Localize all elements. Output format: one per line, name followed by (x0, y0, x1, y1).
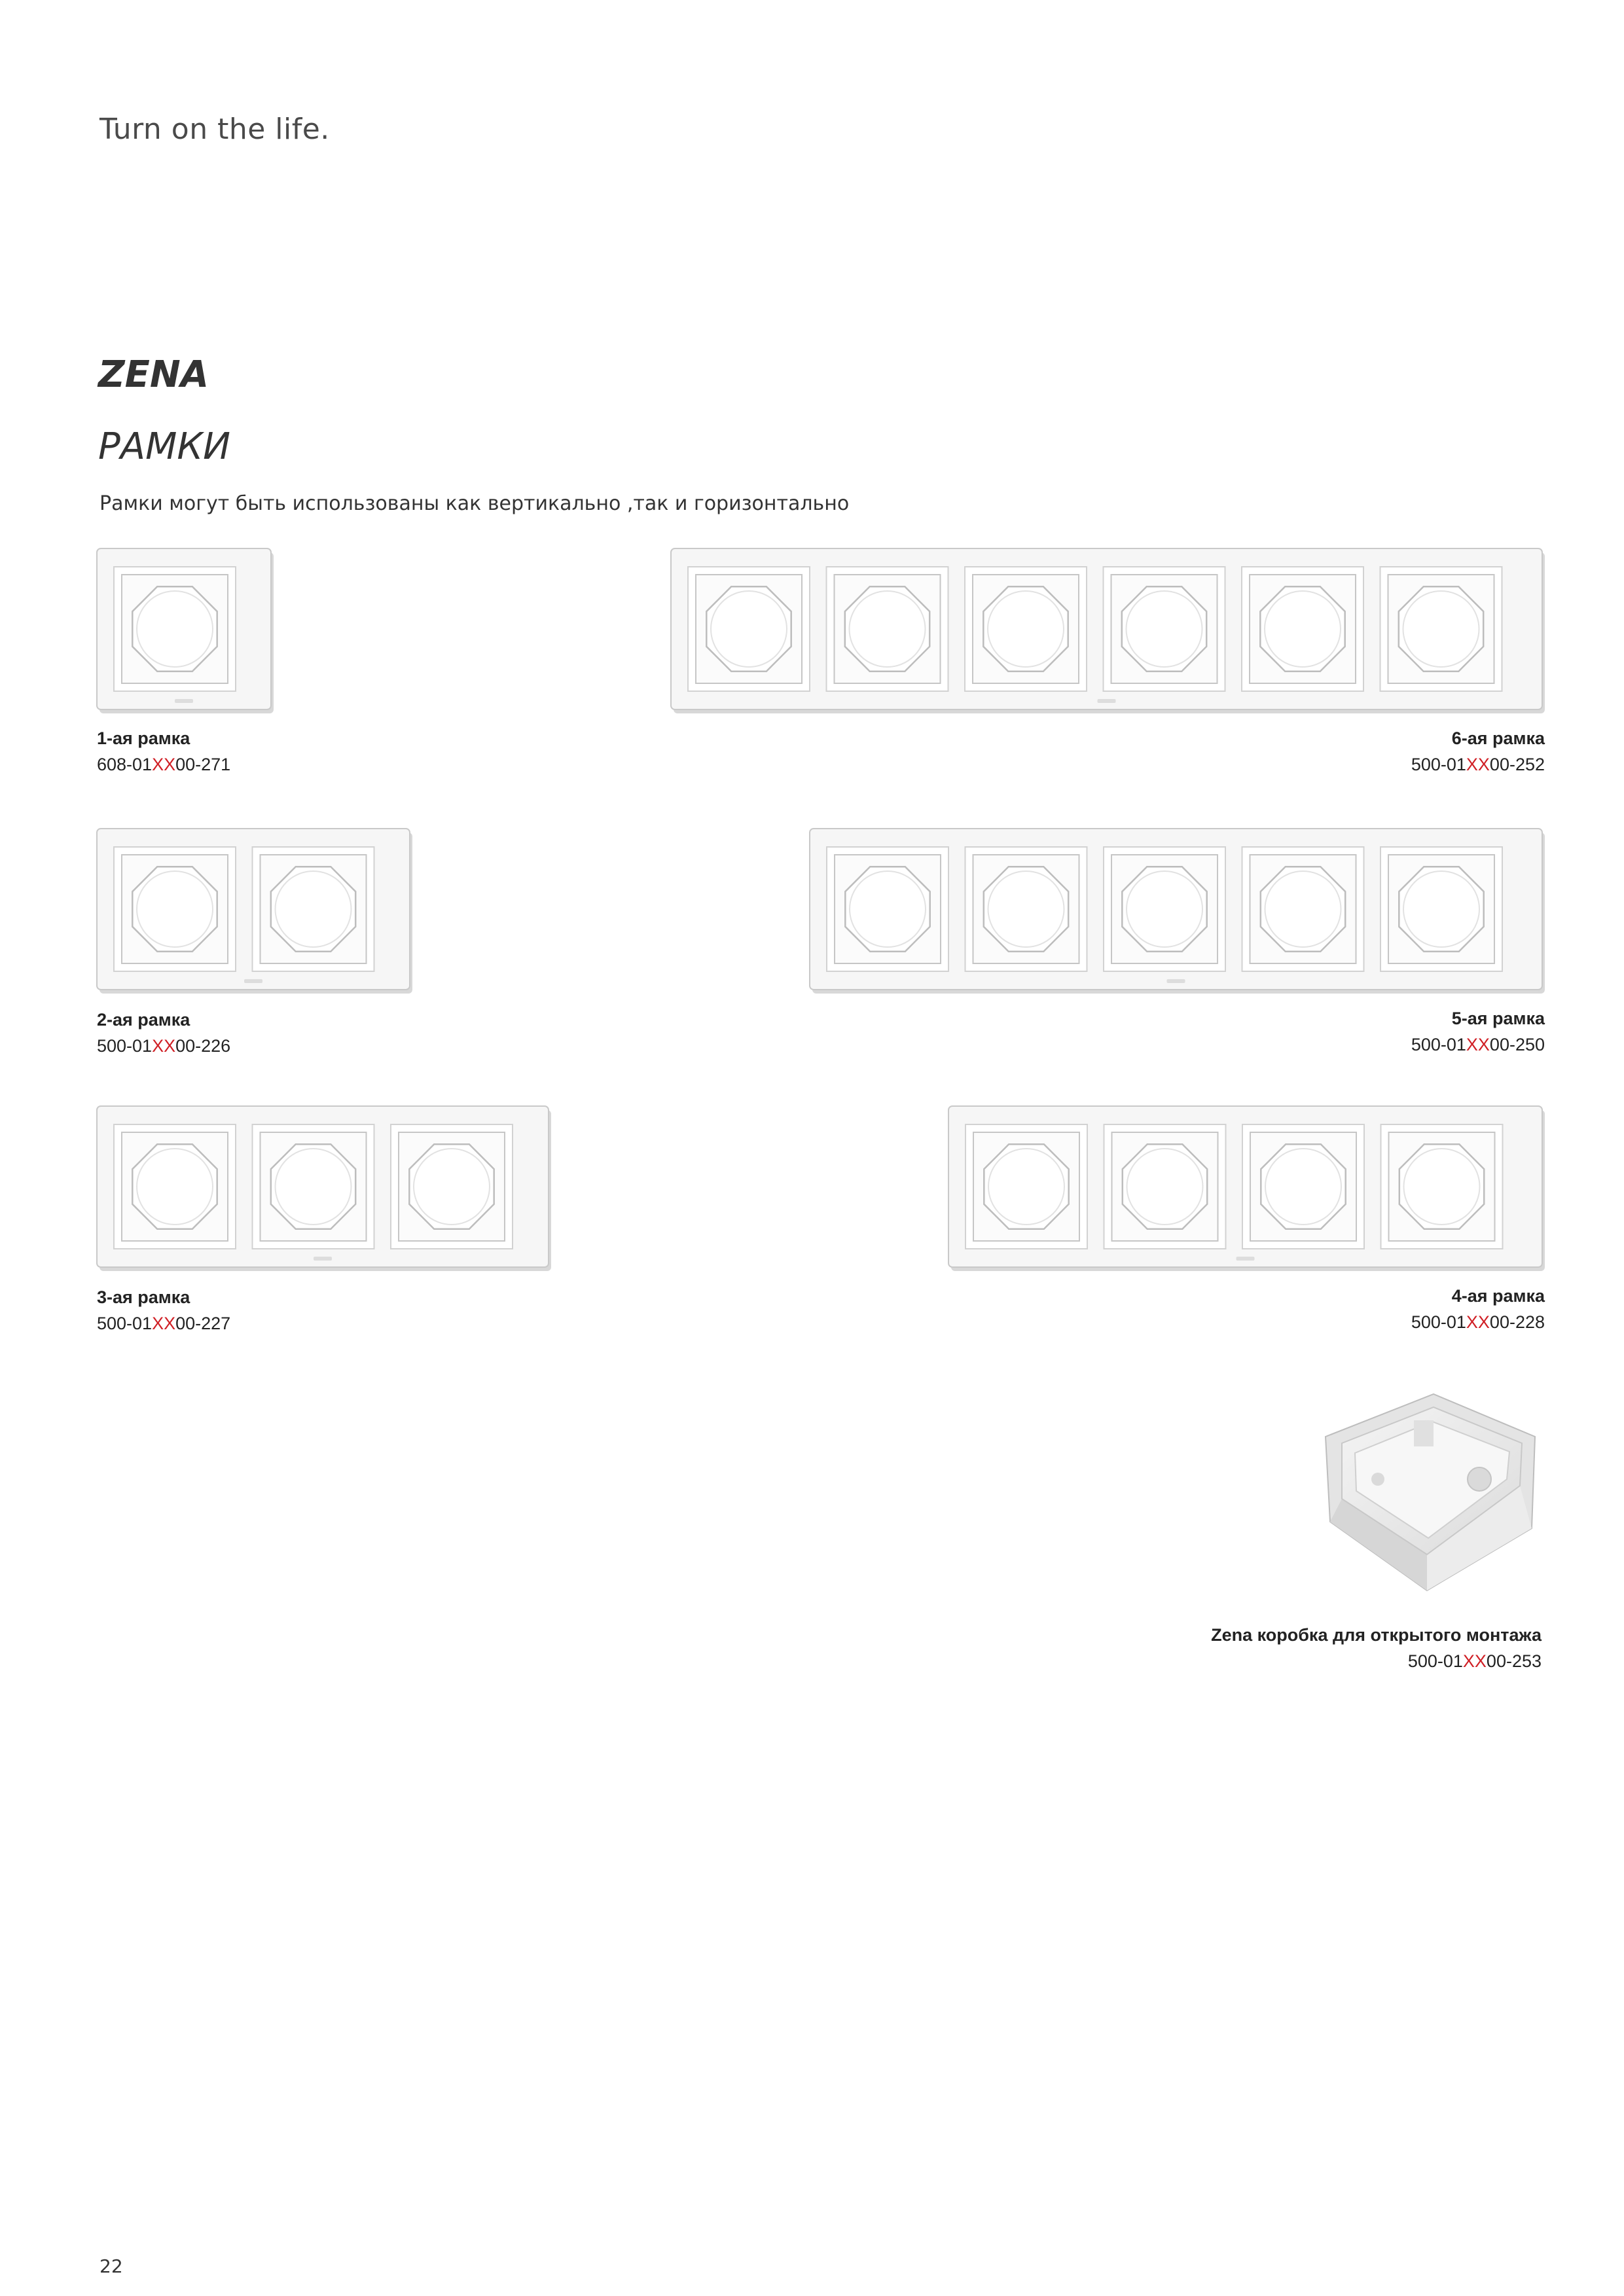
frame-opening (114, 567, 236, 691)
frame-opening (965, 847, 1087, 971)
frame-logo-mark (314, 1257, 332, 1261)
product-caption-6-gang (1411, 725, 1545, 778)
product-code: 500-01XX00-227 (97, 1314, 231, 1333)
product-name: 6-ая рамка (1451, 728, 1545, 748)
frame-image-3-gang (97, 1106, 551, 1271)
product-name: 2-ая рамка (97, 1010, 190, 1030)
product-caption-5-gang (1411, 1005, 1545, 1058)
frame-image-1-gang (97, 548, 274, 713)
frame-opening (1380, 847, 1502, 971)
page-number: 22 (99, 2255, 123, 2277)
product-name: 3-ая рамка (97, 1287, 190, 1307)
product-name: 1-ая рамка (97, 728, 190, 748)
frame-opening (1242, 567, 1363, 691)
frame-logo-mark (1236, 1257, 1255, 1261)
product-caption-2-gang (97, 1007, 230, 1059)
product-name: Zena коробка для открытого монтажа (1211, 1625, 1542, 1645)
frame-opening (827, 567, 948, 691)
frame-opening (391, 1124, 513, 1249)
product-name: 5-ая рамка (1451, 1009, 1545, 1028)
frame-opening (253, 847, 374, 971)
frame-opening (114, 1124, 236, 1249)
product-code: 608-01XX00-271 (97, 755, 231, 774)
frame-image-6-gang (671, 548, 1545, 713)
frame-logo-mark (244, 979, 262, 983)
frame-opening (1381, 1124, 1503, 1249)
product-caption-1-gang (97, 725, 230, 778)
tagline: Turn on the life. (99, 113, 330, 146)
brand-title: ZENA (98, 353, 209, 396)
surface-box-image (1316, 1381, 1538, 1604)
frame-opening (827, 847, 948, 971)
frame-opening (1242, 1124, 1364, 1249)
frame-opening (965, 567, 1087, 691)
frame-opening (965, 1124, 1087, 1249)
product-code: 500-01XX00-253 (1407, 1651, 1542, 1671)
product-name: 4-ая рамка (1451, 1286, 1545, 1306)
frame-opening (1380, 567, 1502, 691)
frame-image-5-gang (810, 829, 1545, 994)
frame-logo-mark (175, 699, 193, 703)
frame-opening (114, 847, 236, 971)
section-title: РАМКИ (98, 425, 231, 468)
frame-opening (688, 567, 810, 691)
intro-text: Рамки могут быть использованы как вертикально ,так и горизонтально (99, 492, 850, 515)
frame-image-4-gang (948, 1106, 1545, 1271)
frame-logo-mark (1167, 979, 1185, 983)
frame-logo-mark (1098, 699, 1116, 703)
product-code: 500-01XX00-250 (1411, 1035, 1545, 1054)
frame-opening (253, 1124, 374, 1249)
frame-opening (1104, 567, 1225, 691)
product-caption-3-gang (97, 1284, 230, 1336)
frame-opening (1104, 847, 1225, 971)
frame-opening (1242, 847, 1364, 971)
frame-opening (1104, 1124, 1226, 1249)
product-caption-4-gang (1411, 1283, 1545, 1335)
product-code: 500-01XX00-226 (97, 1036, 231, 1056)
frame-image-2-gang (97, 829, 412, 994)
product-code: 500-01XX00-228 (1411, 1312, 1545, 1332)
product-code: 500-01XX00-252 (1411, 755, 1545, 774)
product-caption-surface-box (1211, 1622, 1542, 1674)
